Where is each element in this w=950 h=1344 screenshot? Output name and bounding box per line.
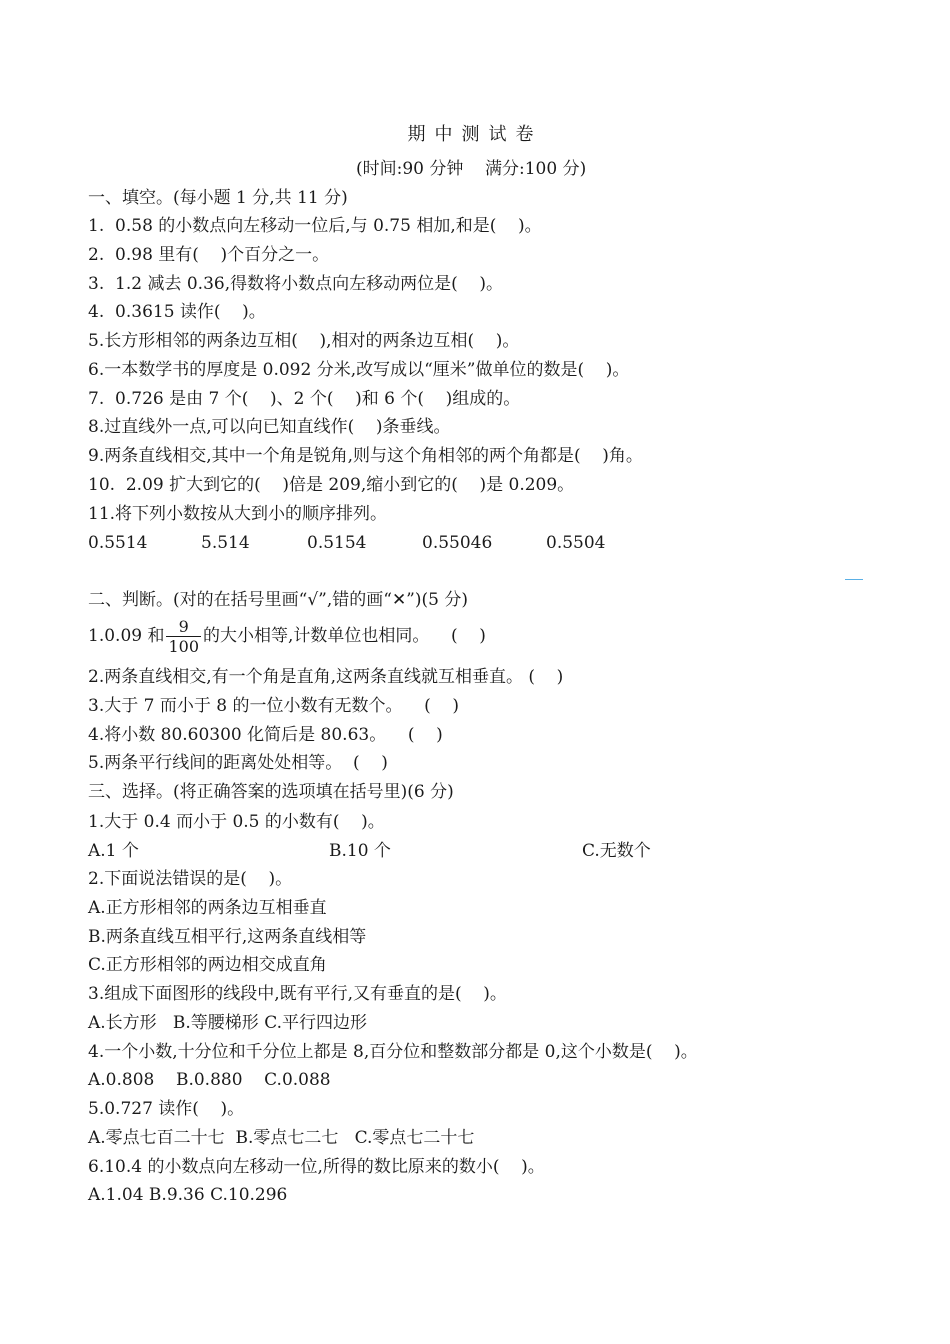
question-3-3: 3.组成下面图形的线段中,既有平行,又有垂直的是( )。: [88, 984, 507, 1004]
question-1-5: 5.长方形相邻的两条边互相( ),相对的两条边互相( )。: [88, 331, 520, 351]
question-3-4: 4.一个小数,十分位和千分位上都是 8,百分位和整数部分都是 0,这个小数是( )。: [88, 1042, 698, 1062]
q6-options: A.1.04 B.9.36 C.10.296: [88, 1185, 288, 1205]
question-2-5: 5.两条平行线间的距离处处相等。 ( ): [88, 753, 388, 773]
exam-subtitle: (时间:90 分钟 满分:100 分): [356, 159, 587, 179]
question-1-1: 1. 0.58 的小数点向左移动一位后,与 0.75 相加,和是( )。: [88, 216, 542, 236]
question-1-7: 7. 0.726 是由 7 个( )、2 个( )和 6 个( )组成的。: [88, 389, 521, 409]
question-1-9: 9.两条直线相交,其中一个角是锐角,则与这个角相邻的两个角都是( )角。: [88, 446, 643, 466]
q2-option-c: C.正方形相邻的两边相交成直角: [88, 955, 327, 975]
q5-options: A.零点七百二十七 B.零点七二七 C.零点七二十七: [88, 1128, 475, 1148]
question-1-6: 6.一本数学书的厚度是 0.092 分米,改写成以“厘米”做单位的数是( )。: [88, 360, 630, 380]
q1-option-b: B.10 个: [329, 841, 391, 861]
question-3-2: 2.下面说法错误的是( )。: [88, 869, 293, 889]
question-1-4: 4. 0.3615 读作( )。: [88, 302, 266, 322]
question-2-1-prefix: 1.0.09 和: [88, 626, 165, 646]
question-2-3: 3.大于 7 而小于 8 的一位小数有无数个。 ( ): [88, 696, 459, 716]
q4-options: A.0.808 B.0.880 C.0.088: [88, 1070, 331, 1090]
decimal-number: 0.5154: [307, 533, 367, 553]
fraction: [166, 617, 201, 656]
q1-option-a: A.1 个: [88, 841, 139, 861]
q2-option-a: A.正方形相邻的两条边互相垂直: [88, 898, 327, 918]
question-2-1: [88, 616, 486, 656]
q2-option-b: B.两条直线互相平行,这两条直线相等: [88, 927, 367, 947]
section3-heading: 三、选择。(将正确答案的选项填在括号里)(6 分): [88, 782, 454, 802]
question-1-10: 10. 2.09 扩大到它的( )倍是 209,缩小到它的( )是 0.209。: [88, 475, 575, 495]
decimal-number: 0.5504: [546, 533, 606, 553]
q1-option-c: C.无数个: [582, 841, 651, 861]
fraction-denominator: 100: [168, 637, 200, 656]
decimal-number: 5.514: [201, 533, 250, 553]
question-3-1: 1.大于 0.4 而小于 0.5 的小数有( )。: [88, 812, 385, 832]
question-2-4: 4.将小数 80.60300 化简后是 80.63。 ( ): [88, 725, 443, 745]
question-1-8: 8.过直线外一点,可以向已知直线作( )条垂线。: [88, 417, 451, 437]
question-1-11: 11.将下列小数按从大到小的顺序排列。: [88, 504, 388, 524]
q3-options: A.长方形 B.等腰梯形 C.平行四边形: [88, 1013, 367, 1033]
section2-heading: 二、判断。(对的在括号里画“√”,错的画“✕”)(5 分): [88, 590, 468, 610]
question-3-5: 5.0.727 读作( )。: [88, 1099, 245, 1119]
section1-heading: 一、填空。(每小题 1 分,共 11 分): [88, 188, 348, 208]
page-title: 期中测试卷: [407, 124, 543, 145]
question-3-6: 6.10.4 的小数点向左移动一位,所得的数比原来的数小( )。: [88, 1157, 545, 1177]
question-2-2: 2.两条直线相交,有一个角是直角,这两条直线就互相垂直。 ( ): [88, 667, 564, 687]
decimal-number: 0.5514: [88, 533, 148, 553]
decimal-number: 0.55046: [422, 533, 493, 553]
blue-dash-mark: [845, 579, 863, 580]
fraction-numerator: 9: [166, 617, 201, 637]
question-2-1-suffix: 的大小相等,计数单位也相同。 ( ): [203, 626, 486, 646]
question-1-3: 3. 1.2 减去 0.36,得数将小数点向左移动两位是( )。: [88, 274, 504, 294]
question-1-2: 2. 0.98 里有( )个百分之一。: [88, 245, 330, 265]
